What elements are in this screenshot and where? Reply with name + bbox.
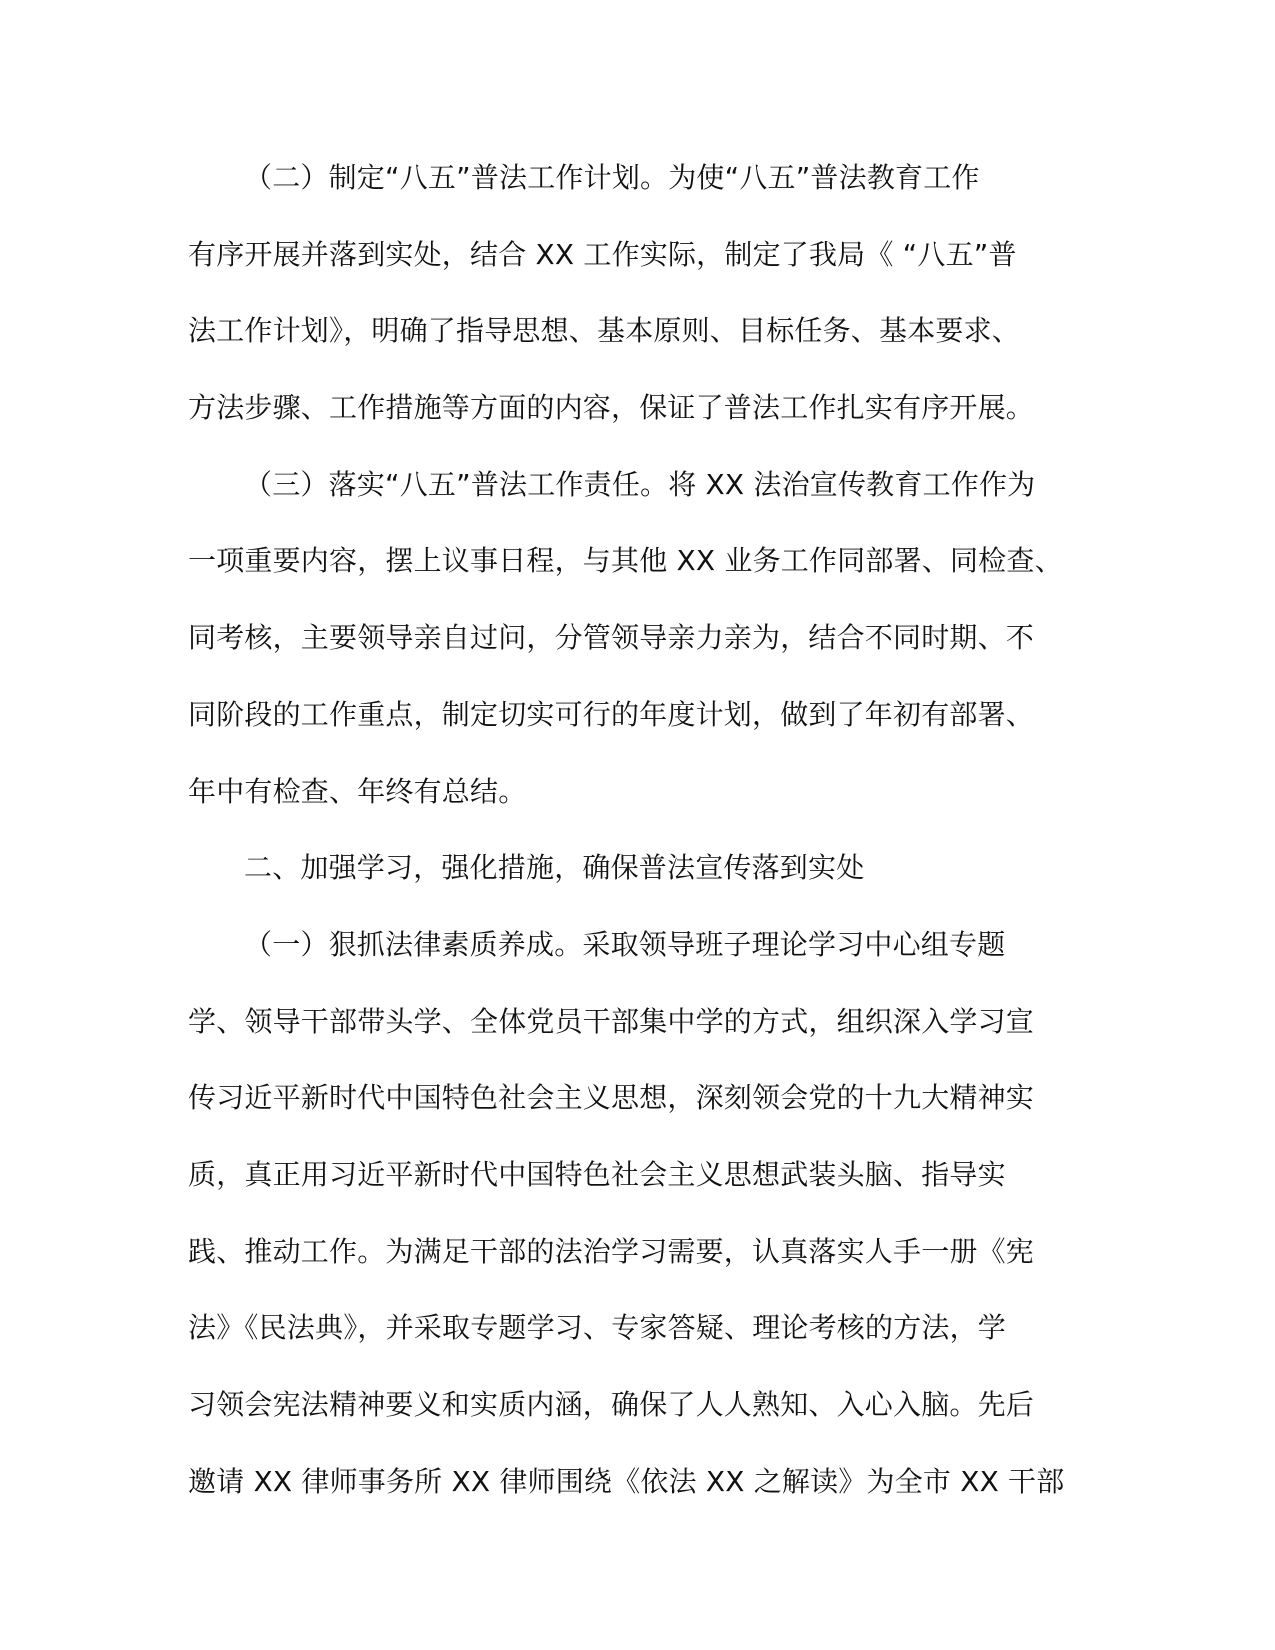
text-line-18: 邀请 XX 律师事务所 XX 律师围绕《依法 XX 之解读》为全市 XX 干部: [188, 1464, 1065, 1498]
text-line-5: （三）落实“八五”普法工作责任。将 XX 法治宣传教育工作作为: [244, 467, 1036, 501]
text-line-14: 质，真正用习近平新时代中国特色社会主义思想武装头脑、指导实: [188, 1157, 1006, 1191]
text-line-7: 同考核，主要领导亲自过问，分管领导亲力亲为，结合不同时期、不: [188, 621, 1035, 655]
text-line-8: 同阶段的工作重点，制定切实可行的年度计划，做到了年初有部署、: [188, 697, 1035, 731]
section-heading: 二、加强学习，强化措施，确保普法宣传落到实处: [244, 851, 865, 885]
text-line-17: 习领会宪法精神要义和实质内涵，确保了人人熟知、入心入脑。先后: [188, 1388, 1035, 1421]
text-line-12: 学、领导干部带头学、全体党员干部集中学的方式，组织深入学习宣: [188, 1004, 1035, 1038]
text-line-6: 一项重要内容，摆上议事日程，与其他 XX 业务工作同部署、同检查、: [188, 544, 1063, 578]
text-line-11: （一）狠抓法律素质养成。采取领导班子理论学习中心组专题: [244, 927, 1006, 961]
text-line-13: 传习近平新时代中国特色社会主义思想，深刻领会党的十九大精神实: [188, 1081, 1035, 1115]
text-line-1: （二）制定“八五”普法工作计划。为使“八五”普法教育工作: [244, 161, 980, 194]
text-line-3: 法工作计划》，明确了指导思想、基本原则、目标任务、基本要求、: [188, 314, 1021, 348]
body-text: [188, 140, 1093, 1520]
text-line-15: 践、推动工作。为满足干部的法治学习需要，认真落实人手一册《宪: [188, 1234, 1035, 1268]
text-line-4: 方法步骤、工作措施等方面的内容，保证了普法工作扎实有序开展。: [188, 391, 1035, 425]
text-line-16: 法》《民法典》，并采取专题学习、专家答疑、理论考核的方法，学: [188, 1311, 1007, 1345]
text-line-9: 年中有检查、年终有总结。: [188, 774, 527, 808]
text-line-2: 有序开展并落到实处，结合 XX 工作实际，制定了我局《 “八五”普: [188, 237, 1017, 271]
